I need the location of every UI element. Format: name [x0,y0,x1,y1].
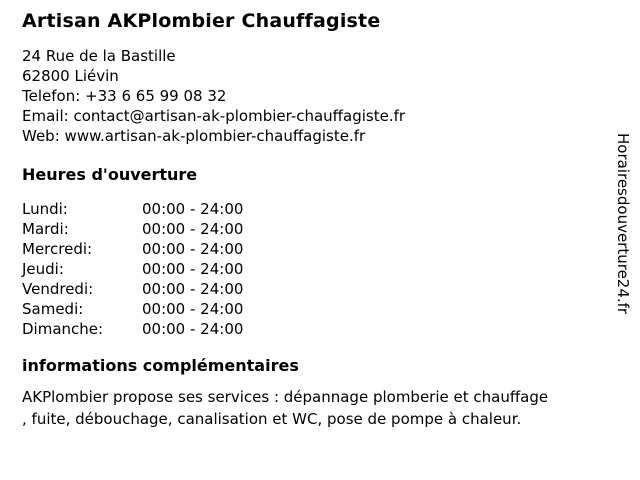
day-label: Mardi: [22,220,69,238]
phone-line [22,86,610,106]
web-line [22,126,610,146]
email-line [22,106,610,126]
day-hours: 00:00 - 24:00 [142,320,244,338]
day-label: Samedi: [22,300,84,318]
web-value[interactable]: www.artisan-ak-plombier-chauffagiste.fr [64,127,366,145]
day-hours: 00:00 - 24:00 [142,260,244,278]
additional-info-text [22,386,610,430]
day-label: Dimanche: [22,320,104,338]
day-hours: 00:00 - 24:00 [142,300,244,318]
day-label: Jeudi: [22,260,64,278]
address-city: 62800 Liévin [22,67,119,85]
day-hours: 00:00 - 24:00 [142,220,244,238]
address-street: 24 Rue de la Bastille [22,47,176,65]
day-label: Mercredi: [22,240,93,258]
additional-info-heading: informations complémentaires [22,356,299,375]
email-label: Email: [22,107,69,125]
day-hours: 00:00 - 24:00 [142,200,244,218]
day-label: Vendredi: [22,280,94,298]
day-hours: 00:00 - 24:00 [142,240,244,258]
hours-row-sunday [22,319,610,339]
opening-hours-table [22,199,610,339]
hours-row-thursday [22,259,610,279]
hours-row-wednesday [22,239,610,259]
page-title: Artisan AKPlombier Chauffagiste [22,10,381,32]
hours-row-tuesday [22,219,610,239]
day-label: Lundi: [22,200,68,218]
day-hours: 00:00 - 24:00 [142,280,244,298]
hours-row-saturday [22,299,610,319]
phone-label: Telefon: [22,87,81,105]
web-label: Web: [22,127,60,145]
info-text-line: AKPlombier propose ses services : dépannage plomberie et chauffage [22,388,549,406]
contact-block [22,46,610,146]
phone-value: +33 6 65 99 08 32 [85,87,227,105]
hours-row-monday [22,199,610,219]
hours-row-friday [22,279,610,299]
info-text-line: , fuite, débouchage, canalisation et WC, pose de pompe à chaleur. [22,410,522,428]
opening-hours-heading: Heures d'ouverture [22,165,198,184]
vertical-branding-link[interactable]: Horairesdouverture24.fr [614,133,632,315]
email-value[interactable]: contact@artisan-ak-plombier-chauffagiste.fr [73,107,406,125]
